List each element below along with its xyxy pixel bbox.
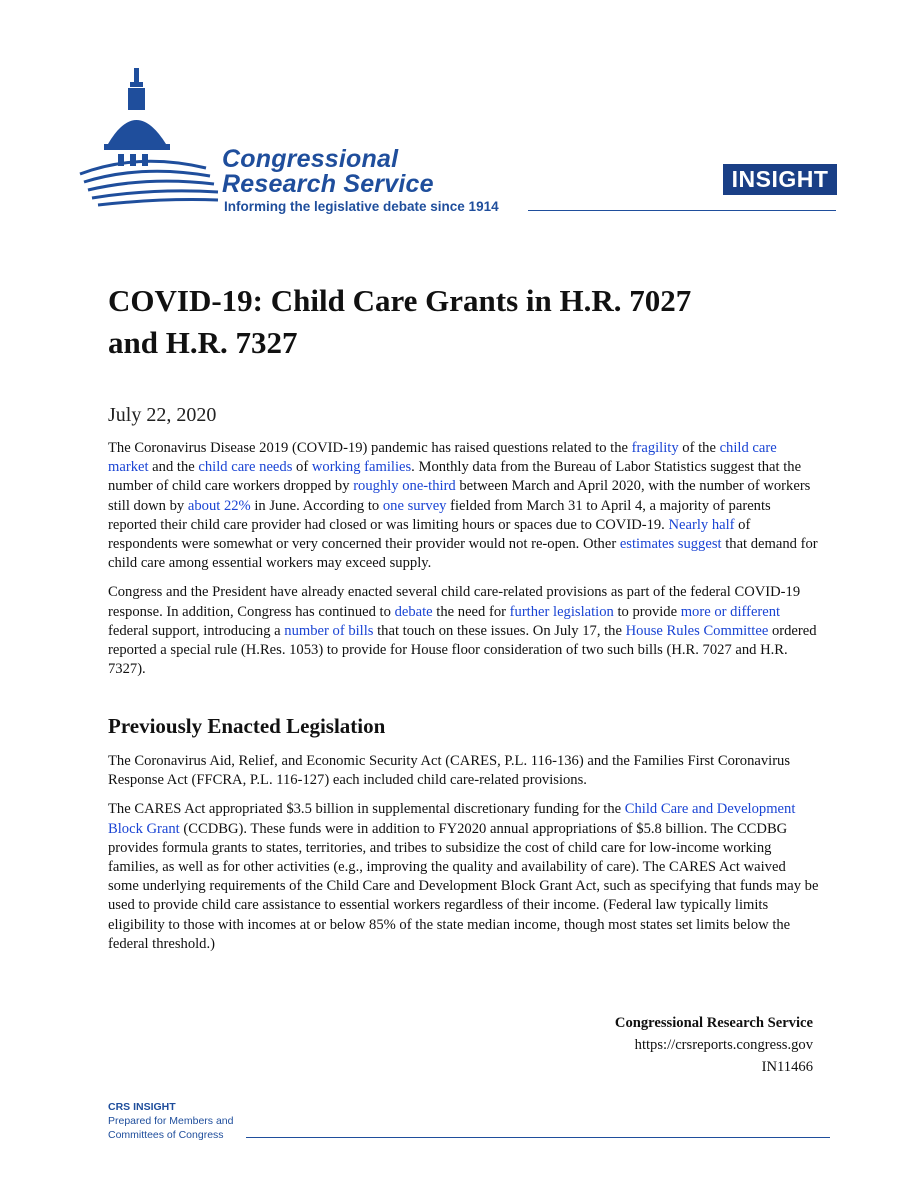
inline-link[interactable]: Nearly half [668, 516, 735, 533]
paragraph-4 [108, 800, 820, 954]
text-run: . Monthly data from the Bureau of Labor Statistics suggest that the number of child care workers dropped by [108, 459, 802, 495]
crs-insight-label: CRS INSIGHT [108, 1101, 176, 1113]
section-body [108, 752, 820, 954]
inline-link[interactable]: child care needs [198, 459, 293, 476]
footer-rule [246, 1137, 830, 1138]
text-run: in June. According to [250, 497, 383, 514]
text-run: of [292, 459, 312, 476]
text-run: The Coronavirus Disease 2019 (COVID-19) pandemic has raised questions related to the [108, 440, 632, 456]
footer-org: Congressional Research Service [614, 1015, 813, 1031]
text-run: federal support, introducing a [108, 622, 285, 639]
header-rule [528, 210, 836, 211]
inline-link[interactable]: House Rules Committee [625, 622, 769, 639]
crs-insight-footer [108, 1100, 233, 1142]
inline-link[interactable]: fragility [631, 440, 679, 456]
report-id: IN11466 [761, 1059, 813, 1075]
prepared-for-line-2: Committees of Congress [108, 1129, 224, 1141]
title-line-1: COVID-19: Child Care Grants in H.R. 7027 [108, 283, 692, 318]
text-run: Congress and the President have already enacted several child care-related provisions as part of the federal COVID-19 response. In addition, Congress has continued to [108, 584, 801, 620]
inline-link[interactable]: about 22% [187, 497, 251, 514]
insight-badge: INSIGHT [723, 164, 837, 195]
text-run: fielded from March 31 to April 4, a majority of parents reported their child care provider had closed or was limiting hours or spaces due to COVID-19. [108, 497, 771, 533]
text-run: The Coronavirus Aid, Relief, and Economic Security Act (CARES, P.L. 116-136) and the Families First Coronavirus Response Act (FFCRA, P.L. 116-127) each included child care-related provisions. [108, 753, 791, 789]
text-run: the need for [432, 603, 510, 620]
paragraph-3 [108, 752, 820, 790]
inline-link[interactable]: Child Care and Development Block Grant [108, 801, 796, 837]
text-run: of the [678, 440, 720, 456]
inline-link[interactable]: more or different [680, 603, 781, 620]
text-run: that touch on these issues. On July 17, the [373, 622, 626, 639]
paragraph-1 [108, 439, 820, 573]
crs-capitol-dome-logo [78, 64, 223, 214]
intro-body [108, 439, 820, 679]
prepared-for-line-1: Prepared for Members and [108, 1115, 234, 1127]
text-run: of respondents were somewhat or very concerned their provider would not re-open. Other [108, 516, 751, 553]
inline-link[interactable]: roughly one-third [353, 478, 456, 495]
inline-link[interactable]: estimates suggest [619, 536, 722, 553]
text-run: that demand for child care among essential workers may exceed supply. [108, 536, 818, 572]
text-run: between March and April 2020, with the number of workers still down by [108, 478, 811, 514]
text-run: to provide [613, 603, 681, 620]
title-line-2: and H.R. 7327 [108, 325, 298, 360]
text-run: and the [148, 459, 199, 476]
section-heading: Previously Enacted Legislation [108, 714, 386, 738]
footer-url[interactable]: https://crsreports.congress.gov [634, 1037, 813, 1053]
crs-name-line1: Congressional [222, 145, 399, 173]
inline-link[interactable]: debate [394, 603, 433, 620]
text-run: (CCDBG). These funds were in addition to FY2020 annual appropriations of $5.8 billion. The CCDBG provides formula grants to states, territories, and tribes to subsidize the cost of child care for low-income working families, as well as for other activities (e.g., improving the quality and availability of care). The CARES Act waived some underlying requirements of the Child Care and Development Block Grant Act, such as specifying that funds may be used to provide child care assistance to essential workers regardless of their income. (Federal law typically limits eligibility to those with incomes at or below 85% of the state median income, though most states set limits below the federal threshold.) [108, 820, 819, 952]
inline-link[interactable]: one survey [382, 497, 447, 514]
text-run: ordered reported a special rule (H.Res. 1053) to provide for House floor consideration of two such bills (H.R. 7027 and H.R. 7327). [108, 622, 817, 678]
crs-name-line2: Research Service [222, 170, 434, 198]
inline-link[interactable]: working families [311, 459, 412, 476]
inline-link[interactable]: further legislation [509, 603, 614, 620]
inline-link[interactable]: child care market [108, 440, 777, 476]
inline-link[interactable]: number of bills [284, 622, 374, 639]
crs-tagline: Informing the legislative debate since 1914 [224, 199, 499, 214]
paragraph-2 [108, 583, 820, 679]
page-title [108, 280, 828, 364]
footer-block [615, 1012, 813, 1078]
text-run: The CARES Act appropriated $3.5 billion in supplemental discretionary funding for the [108, 801, 625, 818]
publication-date: July 22, 2020 [108, 404, 217, 426]
